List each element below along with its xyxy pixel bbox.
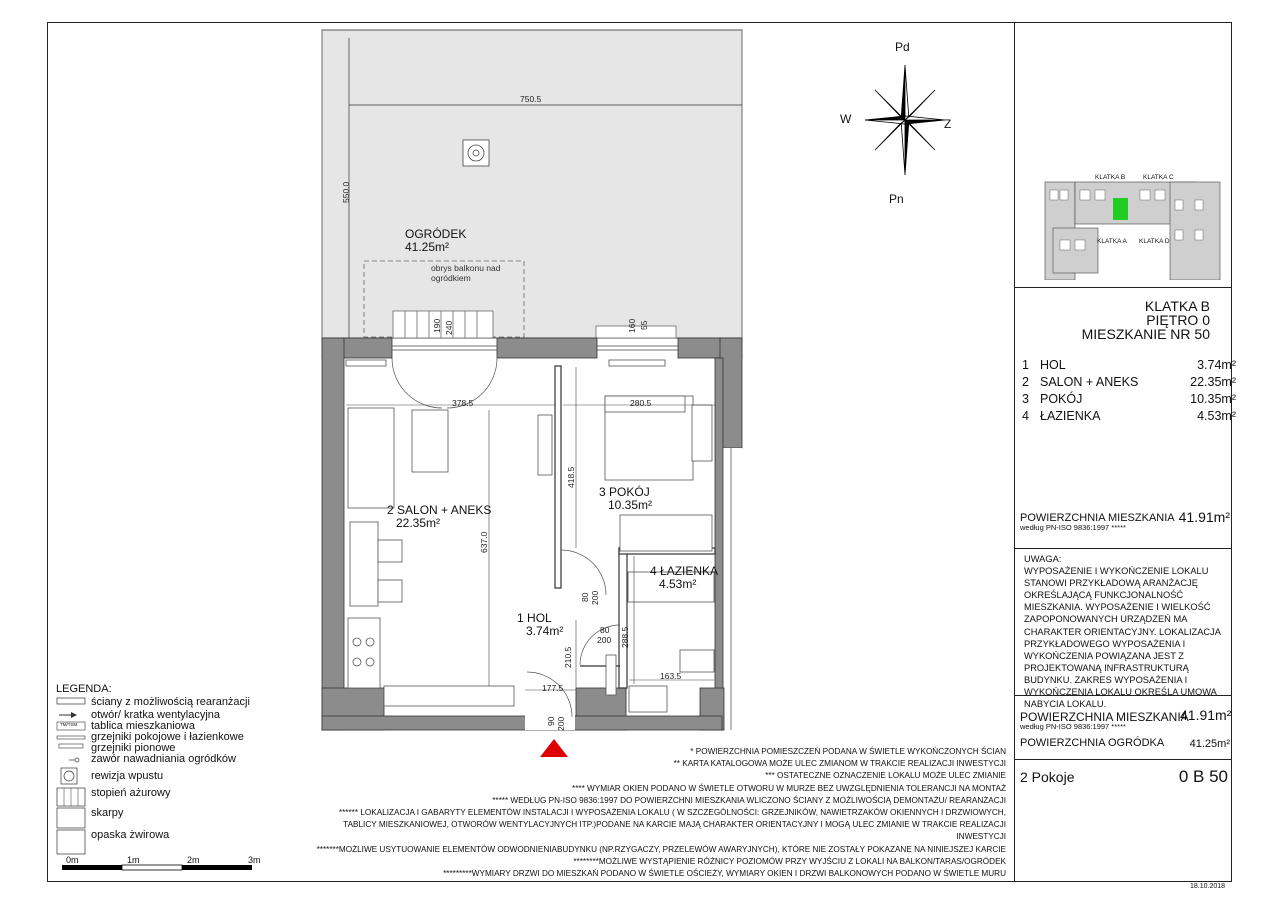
floor-title: PIĘTRO 0 bbox=[1146, 312, 1210, 328]
legend-symbols bbox=[55, 696, 87, 856]
legend-item: stopień ażurowy bbox=[91, 787, 171, 799]
keyplan-label: KLATKA B bbox=[1095, 174, 1126, 181]
garden-area bbox=[322, 30, 742, 338]
footnotes: * POWIERZCHNIA POMIESZCZEŃ PODANA W ŚWIETLE WYKOŃCZONYCH ŚCIAN ** KARTA KATALOGOWA MOŻE ULEC ZMIANOM W TRAKCIE REALIZACJI INWESTYCJI *** OSTATECZNE OZNACZENIE LOKALU MOŻE ULEC ZMIANIE **** WYMIAR OKIEN PODANO W ŚWIETLE OTWORU W MURZE BEZ UWZGLĘDNIENIA TOLERANCJI NA MONTAŻ ***** WEDŁUG PN-ISO 9836:1997 DO POWIERZCHNI MIESZKANIA WLICZONO ŚCIANY Z MOŻLIWOŚCIĄ DEMONTAŻU/ REARANŻACJI ****** LOKALIZACJA I GABARYTY ELEMENTÓW INSTALACJI I WYPOSAŻENIA LOKALU ( W SZCZEGÓLNOŚCI: GRZEJNIKÓW, NAWIETRZAKÓW OKIENNYCH I DRZWIOWYCH, TABLICY MIESZKANIOWEJ, OTWORÓW WENTYLACYJNYCH ITP.)PODANE NA KARCIE MAJĄ CHARAKTER ORIENTACYJNY I MOGĄ ULEC ZMIANIE W TRAKCIE REALIZACJI INWESTYCJI *******MOŻLIWE USYTUOWANIE ELEMENTÓW ODWODNIENIABUDYNKU (NP.RZYGACZY, PRZELEWÓW AWARYJNYCH), KTÓRE NIE ZOSTAŁY POKAZANE NA NINIEJSZEJ KARCIE ********MOŻLIWE WYSTĄPIENIE RÓŻNICY POZIOMÓW PRZY WYJŚCIU Z LOKALI NA BALKON/TARAS/OGRÓDEK *********WYMIARY DRZWI DO MIESZKAŃ PODANO W ŚWIETLE OŚCIEŻY, WYMIARY OKIEN I DRZWI BALKONOWYCH PODANO W ŚWIETLE MURU bbox=[316, 747, 1006, 879]
dim-label: 288.5 bbox=[620, 626, 630, 648]
legend-item: tablica mieszkaniowa bbox=[91, 720, 195, 732]
legend-item: otwór/ kratka wentylacyjna bbox=[91, 709, 220, 721]
staircase-title: KLATKA B bbox=[1144, 298, 1210, 314]
garden-area-value: 41.25m² bbox=[1189, 738, 1230, 750]
dim-label: 378.5 bbox=[452, 398, 474, 408]
dim-label: 240 bbox=[444, 320, 454, 335]
bottom-area-label: POWIERZCHNIA MIESZKANIA bbox=[1020, 710, 1189, 724]
dim-label: 200 bbox=[597, 635, 612, 645]
dim-label: 550.0 bbox=[341, 181, 351, 203]
scale-tick: 2m bbox=[187, 855, 200, 865]
legend-item: zawór nawadniania ogródków bbox=[91, 753, 236, 765]
compass-rose-icon bbox=[860, 65, 950, 185]
dim-label: 55 bbox=[639, 320, 649, 330]
legend-item: grzejniki pokojowe i łazienkowe bbox=[91, 731, 244, 743]
bottom-area-sublabel: według PN-ISO 9836:1997 ***** bbox=[1020, 722, 1126, 731]
keyplan-label: KLATKA C bbox=[1143, 174, 1174, 181]
legend-item: grzejniki pionowe bbox=[91, 742, 176, 754]
legend-item: skarpy bbox=[91, 807, 124, 819]
dim-label: 190 bbox=[432, 318, 442, 333]
panel-divider bbox=[1014, 548, 1232, 549]
date-stamp: 18.10.2018 bbox=[1190, 883, 1226, 890]
key-plan bbox=[1020, 170, 1230, 280]
dim-label: 200 bbox=[556, 716, 566, 731]
dim-label: 80 bbox=[580, 592, 590, 602]
dim-label: 160 bbox=[627, 318, 637, 333]
scale-tick: 0m bbox=[66, 855, 79, 865]
grate-step bbox=[393, 311, 493, 338]
panel-divider bbox=[1014, 287, 1232, 288]
apartment-code: 0 B 50 bbox=[1178, 767, 1228, 786]
compass-north: Pd bbox=[895, 40, 910, 54]
dim-label: 177.5 bbox=[542, 683, 564, 693]
dim-label: 210.5 bbox=[563, 646, 573, 668]
garden-label: OGRÓDEK 41.25m² bbox=[405, 227, 467, 254]
keyplan-label: KLATKA D bbox=[1139, 238, 1170, 245]
furniture bbox=[346, 360, 714, 712]
remarks: UWAGA: WYPOSAŻENIE I WYKOŃCZENIE LOKALU STANOWI PRZYKŁADOWĄ ARANŻACJĘ OKREŚLAJĄCĄ FUNKCJONALNOŚĆ MIESZKANIA. WYPOSAŻENIE I WIELKOŚĆ ZAPOPONOWANYCH URZĄDZEŃ MA CHARAKTER ORIENTACYJNY. LOKALIZACJA PRZYKŁADOWEGO WYPOSAŻENIA I WYKOŃCZENIA POWIĄZANA JEST Z PROJEKTOWANĄ INFRASTRUKTURĄ BUDYNKU. ZAKRES WYPOSAŻENIA I WYKOŃCZENIA LOKALU OKREŚLA UMOWA NABYCIA LOKALU. bbox=[1024, 554, 1221, 710]
rooms-count: 2 Pokoje bbox=[1020, 769, 1075, 785]
bottom-area-value: 41.91m² bbox=[1180, 707, 1232, 723]
area-summary-value: 41.91m² bbox=[1178, 509, 1230, 525]
dim-label: 280.5 bbox=[630, 398, 652, 408]
drain-inspection-icon bbox=[463, 140, 489, 166]
legend-item: ściany z możliwością rearanżacji bbox=[91, 696, 250, 708]
compass-west: W bbox=[840, 112, 852, 126]
dim-label: 750.5 bbox=[520, 94, 542, 104]
scale-tick: 1m bbox=[127, 855, 140, 865]
compass-east: Z bbox=[944, 117, 952, 131]
dim-label: 637.0 bbox=[479, 531, 489, 553]
apartment-title: MIESZKANIE NR 50 bbox=[1081, 326, 1210, 342]
room-label-pokoj: 3 POKÓJ 10.35m² bbox=[599, 485, 653, 512]
keyplan-label: KLATKA A bbox=[1097, 238, 1127, 245]
room-label-salon: 2 SALON + ANEKS 22.35m² bbox=[387, 503, 492, 530]
compass-south: Pn bbox=[889, 192, 904, 206]
garden-area-label: POWIERZCHNIA OGRÓDKA bbox=[1020, 737, 1165, 749]
area-summary-label: POWIERZCHNIA MIESZKANIA bbox=[1020, 512, 1175, 524]
dim-label: 80 bbox=[600, 625, 610, 635]
room-label-lazienka: 4 ŁAZIENKA 4.53m² bbox=[650, 564, 719, 591]
dim-label: 200 bbox=[590, 590, 600, 605]
legend-code: TM/TSM bbox=[60, 722, 78, 727]
dim-label: 90 bbox=[546, 716, 556, 726]
room-label-hol: 1 HOL 3.74m² bbox=[517, 611, 564, 638]
legend-item: opaska żwirowa bbox=[91, 829, 170, 841]
legend-item: rewizja wpustu bbox=[91, 770, 164, 782]
panel-divider bbox=[1014, 759, 1232, 760]
right-panel-divider bbox=[1014, 22, 1015, 882]
legend-title: LEGENDA: bbox=[56, 683, 112, 695]
dim-label: 418.5 bbox=[566, 466, 576, 488]
area-summary-sublabel: według PN-ISO 9836:1997 ***** bbox=[1020, 523, 1126, 532]
dim-label: 163.5 bbox=[660, 671, 682, 681]
balcony-note: obrys balkonu nad ogródkiem bbox=[431, 263, 501, 283]
apartment-highlight bbox=[1113, 198, 1128, 220]
scale-tick: 3m bbox=[248, 855, 261, 865]
scale-bar bbox=[62, 865, 252, 870]
